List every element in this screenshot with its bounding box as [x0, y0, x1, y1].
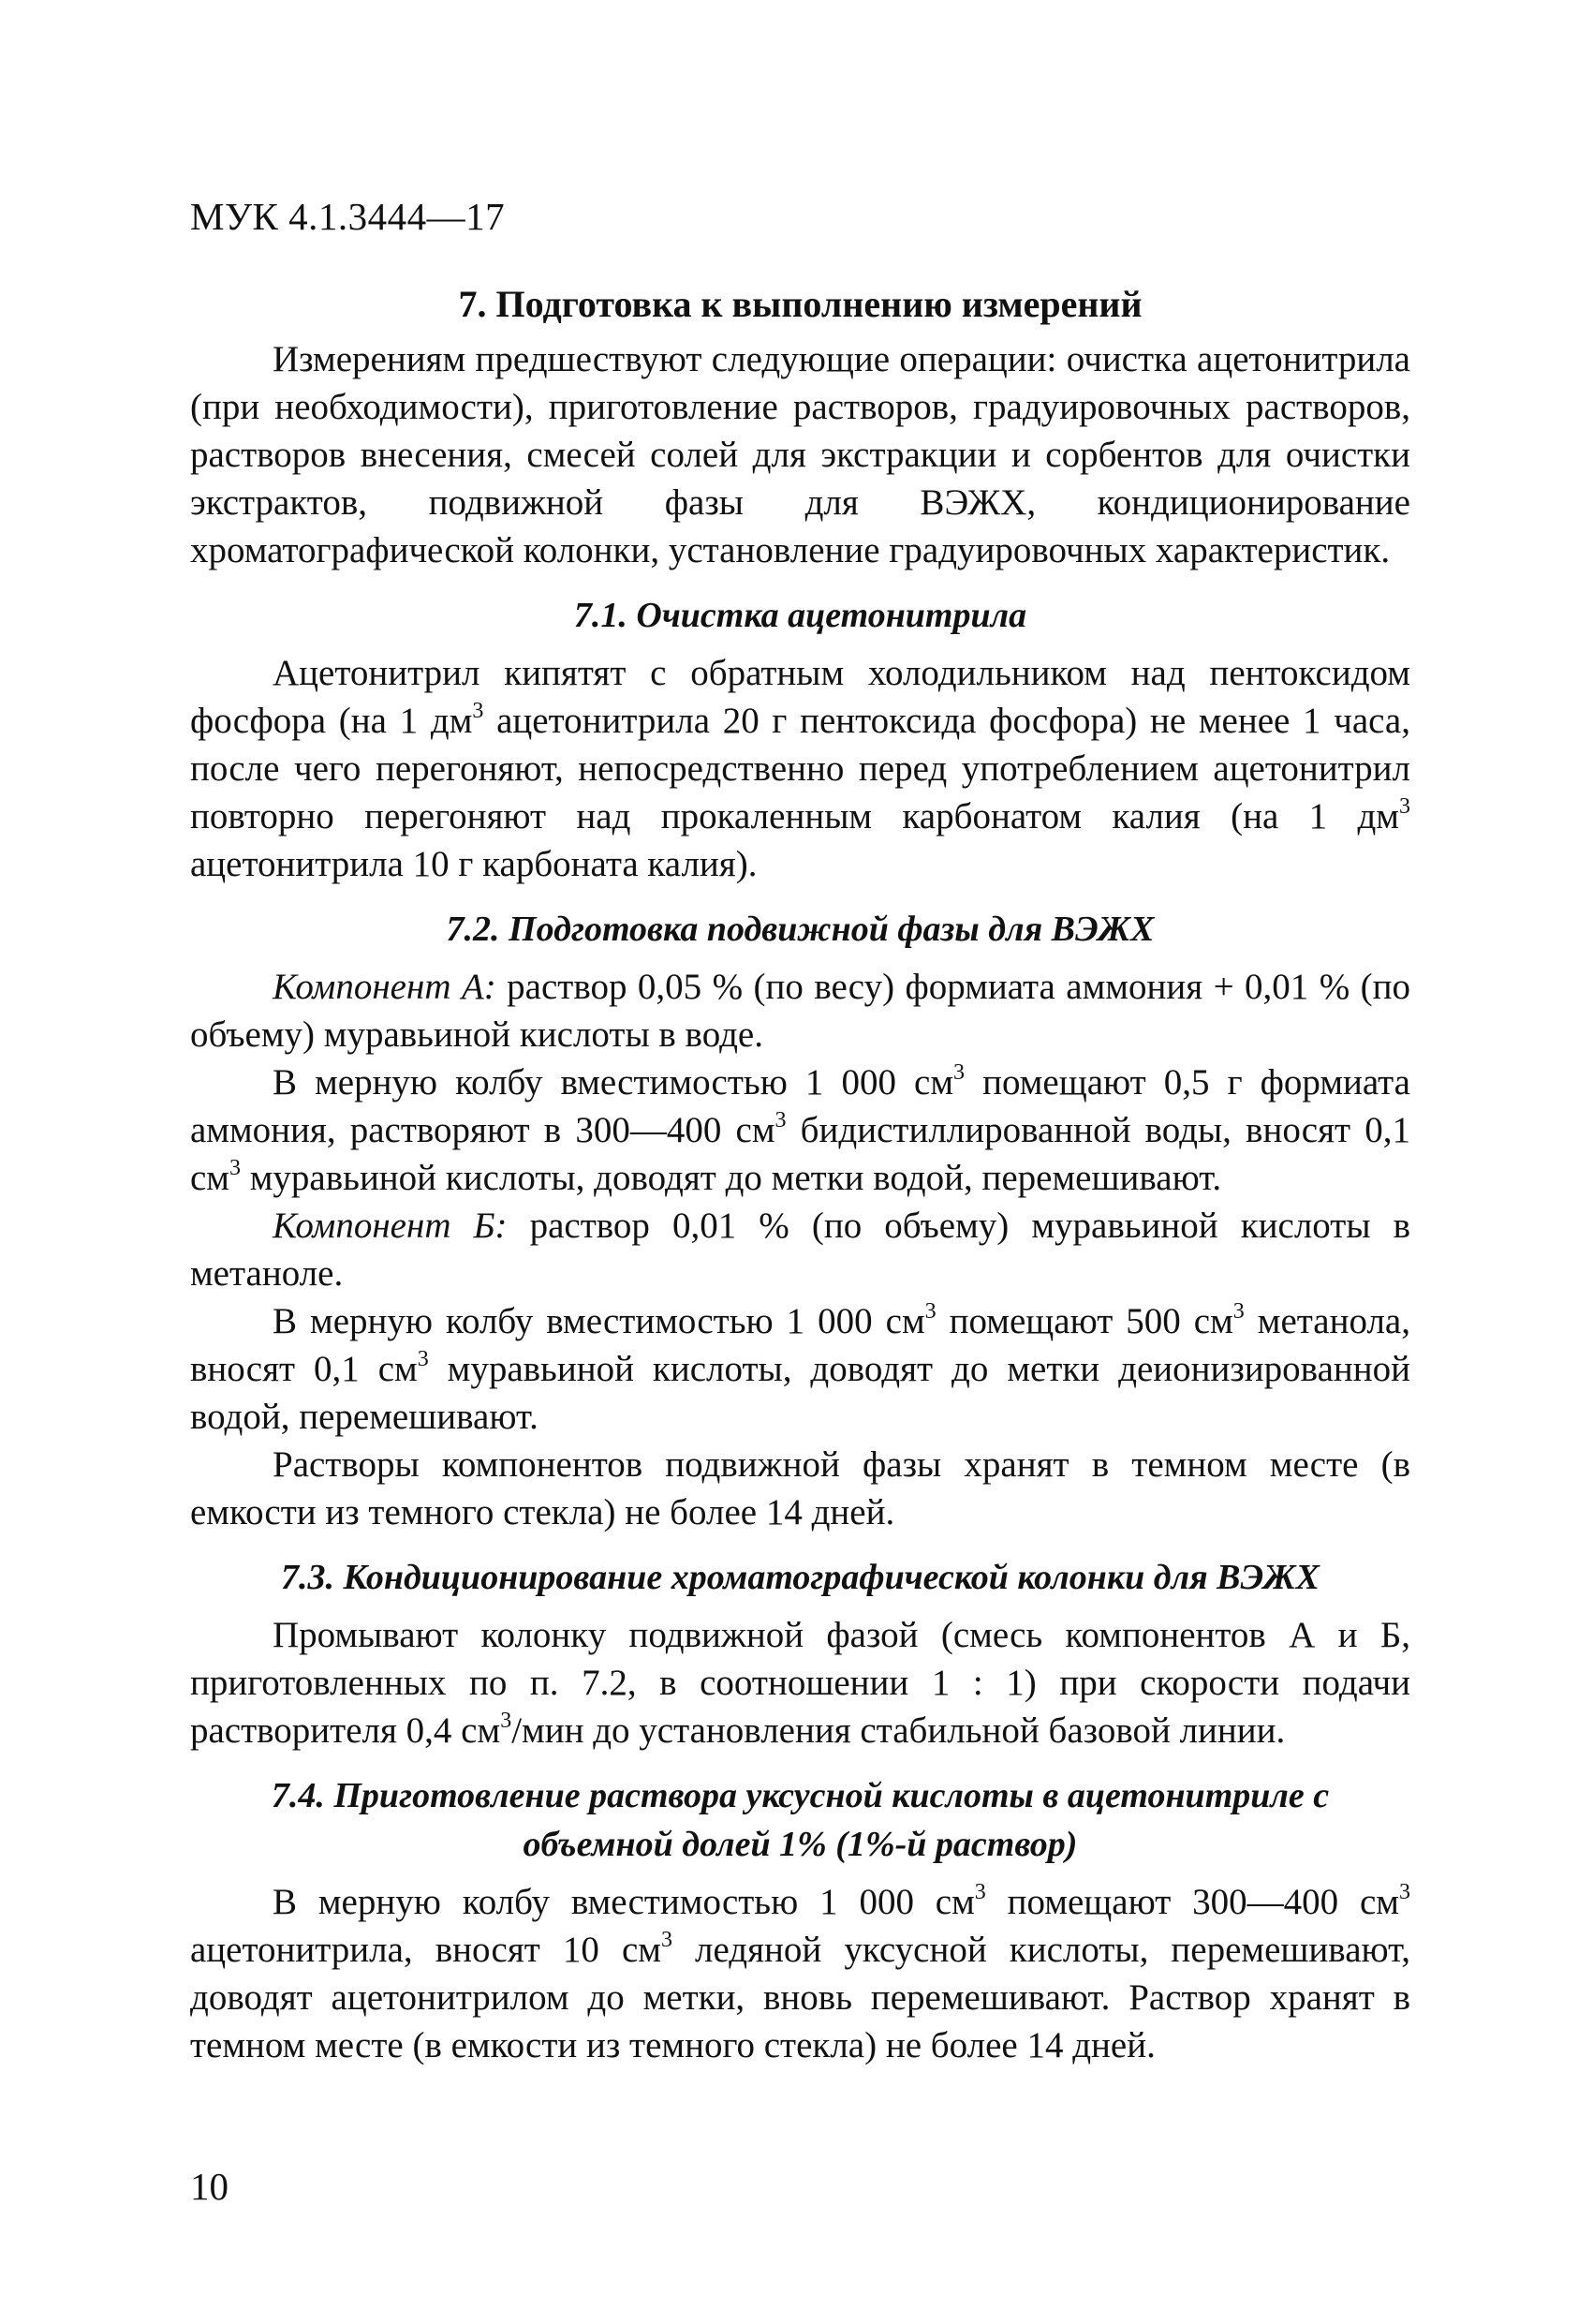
section-7-2-title: 7.2. Подготовка подвижной фазы для ВЭЖХ [446, 910, 1155, 949]
section-7-4-paragraph: В мерную колбу вместимостью 1 000 $см^3$ помещают 300—400 $см^3$ ацетонитрила, вносят 10 $см^3$ ледяной уксусной кислоты, перемешивают, доводят ацетонитрилом до метки, вновь перемешивают. Раствор хранят в темном месте (в емкости из темного стекла) не более 14 дней. [190, 1880, 1410, 2065]
page-content [190, 281, 1410, 2069]
component-a-label: Компонент А: [273, 967, 496, 1007]
component-a-paragraph: Компонент А: раствор 0,05 % (по весу) формиата аммония + 0,01 % (по объему) муравьиной кислоты в воде. [190, 967, 1410, 1055]
component-b-label: Компонент Б: [273, 1206, 508, 1246]
section-7-4-title: 7.4. Приготовление раствора уксусной кислоты в ацетонитриле с объемной долей 1% (1%-й раствор) [271, 1776, 1330, 1864]
section-7-intro: Измерениям предшествуют следующие операции: очистка ацетонитрила (при необходимости), приготовление растворов, градуировочных растворов, растворов внесения, смесей солей для экстракции и сорбентов для очистки экстрактов, подвижной фазы для ВЭЖХ, кондиционирование хроматографической колонки, установление градуировочных характеристик. [190, 339, 1410, 570]
component-a-prep-paragraph: В мерную колбу вместимостью 1 000 $см^3$ помещают 0,5 г формиата аммония, растворяют в 300—400 $см^3$ бидистиллированной воды, вносят 0,1 $см^3$ муравьиной кислоты, доводят до метки водой, перемешивают. [190, 1060, 1410, 1198]
component-b-prep-paragraph: В мерную колбу вместимостью 1 000 $см^3$ помещают 500 $см^3$ метанола, вносят 0,1 $см^3$ муравьиной кислоты, доводят до метки деионизированной водой, перемешивают. [190, 1299, 1410, 1437]
page-number: 10 [190, 2165, 229, 2208]
document-code: МУК 4.1.3444—17 [190, 195, 506, 238]
section-7-1-title: 7.1. Очистка ацетонитрила [573, 596, 1027, 635]
component-b-paragraph: Компонент Б: раствор 0,01 % (по объему) муравьиной кислоты в метаноле. [190, 1206, 1410, 1294]
section-7-3-paragraph: Промывают колонку подвижной фазой (смесь компонентов А и Б, приготовленных по п. 7.2, в соотношении 1 : 1) при скорости подачи растворителя 0,4 $см^3$/мин до установления стабильной базовой линии. [190, 1615, 1410, 1751]
section-7-3-title: 7.3. Кондиционирование хроматографической колонки для ВЭЖХ [281, 1558, 1320, 1597]
section-7-1-paragraph: Ацетонитрил кипятят с обратным холодильником над пентоксидом фосфора (на 1 $дм^3$ ацетонитрила 20 г пентоксида фосфора) не менее 1 часа, после чего перегоняют, непосредственно перед употреблением ацетонитрил повторно перегоняют над прокаленным карбонатом калия (на 1 $дм^3$ ацетонитрила 10 г карбоната калия). [190, 653, 1410, 884]
storage-paragraph: Растворы компонентов подвижной фазы хранят в темном месте (в емкости из темного стекла) не более 14 дней. [190, 1444, 1410, 1532]
section-7-title: 7. Подготовка к выполнению измерений [458, 283, 1143, 325]
